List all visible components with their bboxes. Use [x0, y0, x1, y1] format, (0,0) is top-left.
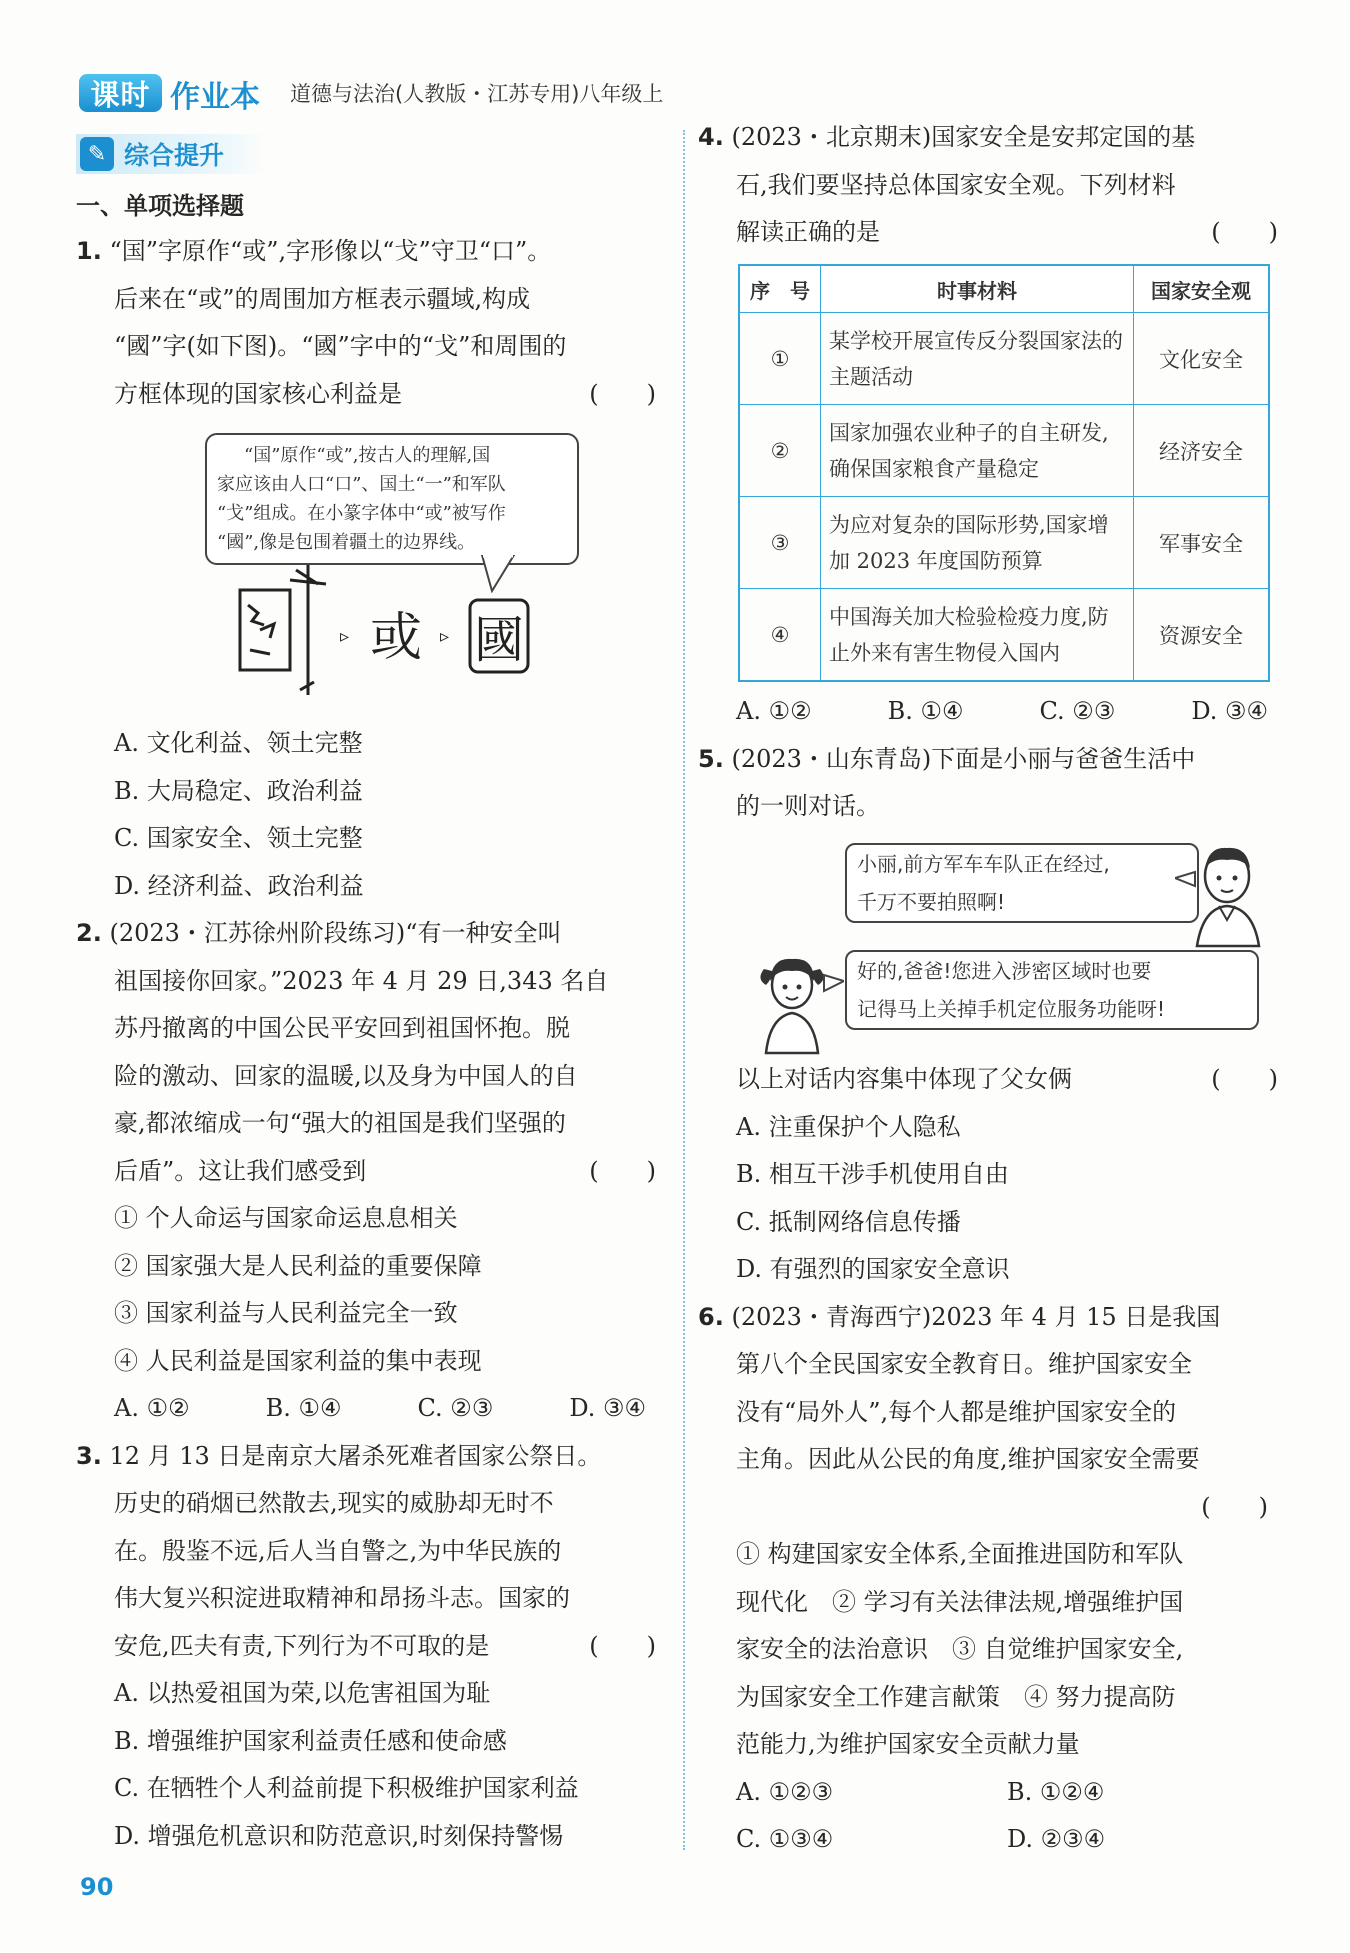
- option[interactable]: A. ①②: [114, 1394, 190, 1422]
- option[interactable]: C. ②③: [1039, 697, 1116, 725]
- statement: ② 国家强大是人民利益的重要保障: [114, 1251, 482, 1280]
- column-divider: [683, 130, 685, 1850]
- girl-figure-icon: [752, 945, 844, 1055]
- question-number: 6.: [698, 1302, 724, 1331]
- arrow-icon: ▹: [440, 626, 450, 647]
- section-subtitle: 一、单项选择题: [76, 192, 244, 220]
- dad-figure-icon: [1175, 838, 1270, 948]
- option[interactable]: A. ①②③: [736, 1777, 834, 1806]
- answer-blank: ( ): [1201, 1492, 1268, 1521]
- option[interactable]: B. ①④: [265, 1394, 342, 1422]
- brand-logo: 课时: [79, 74, 162, 112]
- table-header: 序 号: [739, 265, 821, 313]
- question-number: 4.: [698, 123, 724, 151]
- statement: 家安全的法治意识 ③ 自觉维护国家安全,: [736, 1635, 1184, 1663]
- option[interactable]: C. 抵制网络信息传播: [736, 1207, 961, 1236]
- right-column-middle: A. ①② B. ①④ C. ②③ D. ③④ 5. (2023・山东青岛)下面是小丽与爸爸生活中 的一则对话。: [698, 688, 1278, 831]
- girl-speech-bubble: 好的,爸爸!您进入涉密区域时也要 记得马上关掉手机定位服务功能呀!: [845, 950, 1259, 1030]
- option[interactable]: D. ③④: [1191, 697, 1268, 725]
- right-column-bottom: 以上对话内容集中体现了父女俩 ( ) A. 注重保护个人隐私 B. 相互干涉手机使用自由 C. 抵制网络信息传播 D. 有强烈的国家安全意识 6. (2023・青海西宁)2023 年 4 月 15 日是我国 第八个全民国家安全教育日。维护国家安全 没有“局外人”,每个人都是维护国家安全的 主角。因此从公民的角度,维护国家安全需要 ( ) ① 构建国家安全体系,全面推进国防和军队 现代化 ② 学习有关法律法规,增强维护国 家安全的法治意识 ③ 自觉维护国家安全, 为国家安全工作建言献策 ④ 努力提高防 范能力,为维护国家安全贡献力量 A. ①②③ B. ①②④ C. ①③④ D. ②③④: [698, 1056, 1278, 1864]
- question-number: 2.: [76, 919, 102, 947]
- dad-speech-bubble: 小丽,前方军车车队正在经过, 千万不要拍照啊!: [845, 843, 1199, 923]
- option[interactable]: C. 在牺牲个人利益前提下积极维护国家利益: [114, 1774, 579, 1802]
- statement: ① 构建国家安全体系,全面推进国防和军队: [736, 1540, 1184, 1568]
- answer-blank: ( ): [589, 1156, 656, 1185]
- statement: ④ 人民利益是国家利益的集中表现: [114, 1346, 482, 1375]
- option[interactable]: D. 增强危机意识和防范意识,时刻保持警惕: [114, 1821, 564, 1850]
- page-number: 90: [80, 1873, 114, 1901]
- option[interactable]: C. ①③④: [736, 1825, 834, 1853]
- table-row: ③ 为应对复杂的国际形势,国家增加 2023 年度国防预算 军事安全: [739, 497, 1269, 589]
- glyph-right: 國: [474, 611, 524, 669]
- question-2: 2. (2023・江苏徐州阶段练习)“有一种安全叫 祖国接你回家。”2023 年 4 月 29 日,343 名自 苏丹撤离的中国公民平安回到祖国怀抱。脱 险的激动、回家的温暖,以及身为中国人的自 豪,都浓缩成一句“强大的祖国是我们坚强的 后盾”。这让我们感受到 ( ) ① 个人命运与国家命运息息相关 ② 国家强大是人民利益的重要保障 ③ 国家利益与人民利益完全一致 ④ 人民利益是国家利益的集中表现 A. ①② B. ①④ C. ②③ D. ③④: [76, 910, 656, 1433]
- question-6: 6. (2023・青海西宁)2023 年 4 月 15 日是我国 第八个全民国家安全教育日。维护国家安全 没有“局外人”,每个人都是维护国家安全的 主角。因此从公民的角度,维护国家安全需要 ( ) ① 构建国家安全体系,全面推进国防和军队 现代化 ② 学习有关法律法规,增强维护国 家安全的法治意识 ③ 自觉维护国家安全, 为国家安全工作建言献策 ④ 努力提高防 范能力,为维护国家安全贡献力量 A. ①②③ B. ①②④ C. ①③④ D. ②③④: [698, 1294, 1278, 1864]
- arrow-icon: ▹: [340, 626, 350, 647]
- options-row: [76, 1385, 656, 1433]
- section-banner: [76, 134, 266, 174]
- option[interactable]: B. 增强维护国家利益责任感和使命感: [114, 1726, 507, 1755]
- table-row: ④ 中国海关加大检验检疫力度,防止外来有害生物侵入国内 资源安全: [739, 589, 1269, 682]
- brand-name: 作业本: [170, 80, 260, 115]
- answer-blank: ( ): [1211, 218, 1278, 246]
- statement: 范能力,为维护国家安全贡献力量: [736, 1730, 1080, 1758]
- option[interactable]: B. 大局稳定、政治利益: [114, 776, 363, 805]
- answer-blank: ( ): [589, 379, 656, 408]
- section-title: 综合提升: [124, 141, 225, 170]
- option[interactable]: C. 国家安全、领土完整: [114, 824, 363, 852]
- question-number: 3.: [76, 1441, 102, 1470]
- answer-blank: ( ): [589, 1631, 656, 1660]
- question-1: 1. “国”字原作“或”,字形像以“戈”守卫“口”。 后来在“或”的周围加方框表示疆域,构成 “國”字(如下图)。“國”字中的“戈”和周围的 方框体现的国家核心利益是 ( ): [76, 228, 656, 418]
- statement: ① 个人命运与国家命运息息相关: [114, 1204, 458, 1232]
- option[interactable]: B. ①②④: [1007, 1777, 1105, 1806]
- question-3: 3. 12 月 13 日是南京大屠杀死难者国家公祭日。 历史的硝烟已然散去,现实的威胁却无时不 在。殷鉴不远,后人当自警之,为中华民族的 伟大复兴积淀进取精神和昂扬斗志。国家的 安危,匹夫有责,下列行为不可取的是 ( ) A. 以热爱祖国为荣,以危害祖国为耻 B. 增强维护国家利益责任感和使命感 C. 在牺牲个人利益前提下积极维护国家利益 D. 增强危机意识和防范意识,时刻保持警惕: [76, 1433, 656, 1861]
- news-material-table: [738, 264, 1270, 682]
- option[interactable]: D. ②③④: [1007, 1825, 1106, 1853]
- option[interactable]: B. 相互干涉手机使用自由: [736, 1160, 1009, 1188]
- option[interactable]: C. ②③: [417, 1394, 494, 1422]
- table-row: ② 国家加强农业种子的自主研发,确保国家粮食产量稳定 经济安全: [739, 405, 1269, 497]
- question-number: 1.: [76, 237, 102, 265]
- statement: 为国家安全工作建言献策 ④ 努力提高防: [736, 1682, 1176, 1711]
- right-column-top: [698, 114, 1278, 257]
- option[interactable]: D. ③④: [569, 1394, 646, 1422]
- option[interactable]: A. 注重保护个人隐私: [736, 1112, 961, 1141]
- option[interactable]: A. 文化利益、领土完整: [114, 729, 363, 757]
- book-subject: 道德与法治(人教版・江苏专用)八年级上: [290, 82, 664, 106]
- table-header: 时事材料: [821, 265, 1134, 313]
- left-column-bottom: [76, 720, 656, 1860]
- table-header: 国家安全观: [1134, 265, 1270, 313]
- character-evolution-figure: [230, 560, 550, 700]
- option[interactable]: A. ①②: [736, 697, 812, 725]
- option[interactable]: D. 有强烈的国家安全意识: [736, 1255, 1010, 1283]
- option[interactable]: D. 经济利益、政治利益: [114, 871, 364, 900]
- question-4: 4. (2023・北京期末)国家安全是安邦定国的基 石,我们要坚持总体国家安全观。下列材料 解读正确的是 ( ): [698, 114, 1278, 257]
- statement: ③ 国家利益与人民利益完全一致: [114, 1299, 458, 1327]
- pencil-icon: ✎: [80, 137, 114, 171]
- glyph-middle: 或: [370, 608, 423, 668]
- question-number: 5.: [698, 744, 724, 773]
- option[interactable]: B. ①④: [887, 697, 964, 725]
- character-explanation-callout: “国”原作“或”,按古人的理解,国 家应该由人口“口”、国土“一”和军队 “戈”组成。在小篆字体中“或”被写作 “國”,像是包围着疆土的边界线。: [205, 433, 579, 565]
- table-row: ① 某学校开展宣传反分裂国家法的主题活动 文化安全: [739, 313, 1269, 405]
- options-row: [698, 688, 1278, 736]
- statement: 现代化 ② 学习有关法律法规,增强维护国: [736, 1587, 1184, 1616]
- options-grid: [698, 1769, 1278, 1864]
- left-column-top: [76, 184, 656, 418]
- answer-blank: ( ): [1211, 1065, 1278, 1093]
- bronze-script-glyph: [240, 565, 326, 695]
- option[interactable]: A. 以热爱祖国为荣,以危害祖国为耻: [114, 1679, 491, 1707]
